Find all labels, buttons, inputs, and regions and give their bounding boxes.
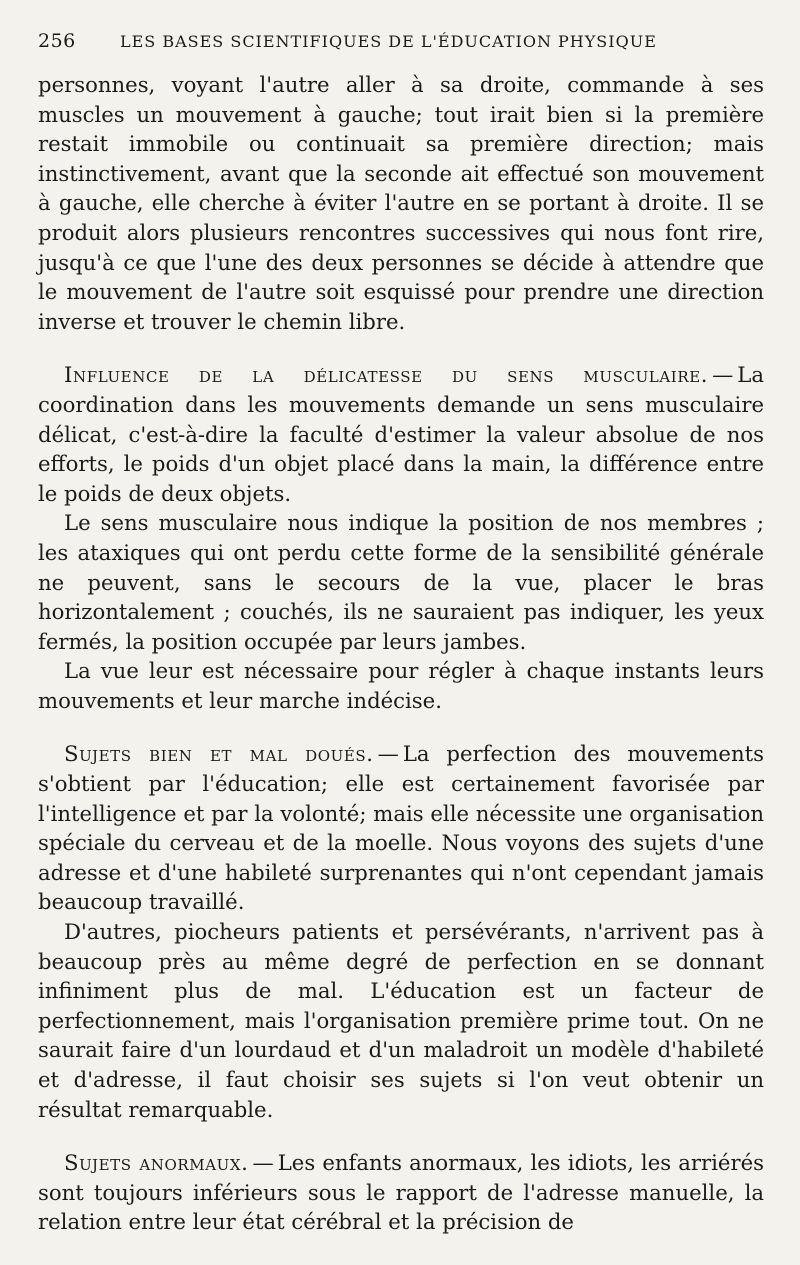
body-text [38, 70, 764, 1237]
section-lead-text: Les enfants anormaux, les idiots, les arriérés sont toujours inférieurs sous le rapport de l'adresse manuelle, la relation entre leur état cérébral et la précision de [38, 1150, 764, 1235]
paragraph: Le sens musculaire nous indique la position de nos membres ; les ataxiques qui ont perdu cette forme de la sensibilité générale ne peuvent, sans le secours de la vue, placer le bras horizontalement ; couchés, ils ne sauraient pas indiquer, les yeux fermés, la position occupée par leurs jambes. [38, 510, 764, 654]
section-lead-paragraph [38, 360, 764, 508]
section-lead-paragraph [38, 739, 764, 917]
page-number: 256 [38, 30, 76, 52]
section-lead-text: La perfection des mouvements s'obtient par l'éducation; elle est certainement favorisée par l'intelligence et par la volonté; mais elle nécessite une organisation spéciale du cerveau et de la moelle. Nous voyons des sujets d'une adresse et d'une habileté surprenantes qui n'ont cependant jamais beaucoup travaillé. [38, 741, 764, 915]
section-title: Influence de la délicatesse du sens musculaire. [64, 362, 709, 388]
section-lead-text: La coordination dans les mouvements demande un sens musculaire délicat, c'est-à-dire la faculté d'estimer la valeur absolue de nos efforts, le poids d'un objet placé dans la main, la différence entre le poids de deux objets. [38, 362, 764, 506]
em-dash: — [377, 741, 399, 767]
em-dash: — [252, 1150, 274, 1176]
section-sujets-doues [38, 739, 764, 1124]
section-lead-paragraph [38, 1148, 764, 1237]
section-title: Sujets anormaux. [64, 1150, 249, 1176]
em-dash: — [712, 362, 734, 388]
intro-paragraph: personnes, voyant l'autre aller à sa droite, commande à ses muscles un mouvement à gauche; tout irait bien si la première restait immobile ou continuait sa première direction; mais instinctivement, avant que la seconde ait effectué son mouvement à gauche, elle cherche à éviter l'autre en se portant à droite. Il se produit alors plusieurs rencontres successives qui nous font rire, jusqu'à ce que l'une des deux personnes se décide à attendre que le mouvement de l'autre soit esquissé pour prendre une direction inverse et trouver le chemin libre. [38, 72, 764, 334]
paragraph: La vue leur est nécessaire pour régler à chaque instants leurs mouvements et leur marche indécise. [38, 658, 764, 713]
section-sens-musculaire [38, 360, 764, 715]
running-title: LES BASES SCIENTIFIQUES DE L'ÉDUCATION PHYSIQUE [120, 32, 657, 51]
running-head [38, 30, 764, 70]
paragraph: D'autres, piocheurs patients et persévérants, n'arrivent pas à beaucoup près au même degré de perfection en se donnant infiniment plus de mal. L'éducation est un facteur de perfectionnement, mais l'organisation première prime tout. On ne saurait faire d'un lourdaud et d'un maladroit un modèle d'habileté et d'adresse, il faut choisir ses sujets si l'on veut obtenir un résultat remarquable. [38, 919, 764, 1122]
section-title: Sujets bien et mal doués. [64, 741, 374, 767]
section-sujets-anormaux [38, 1148, 764, 1237]
